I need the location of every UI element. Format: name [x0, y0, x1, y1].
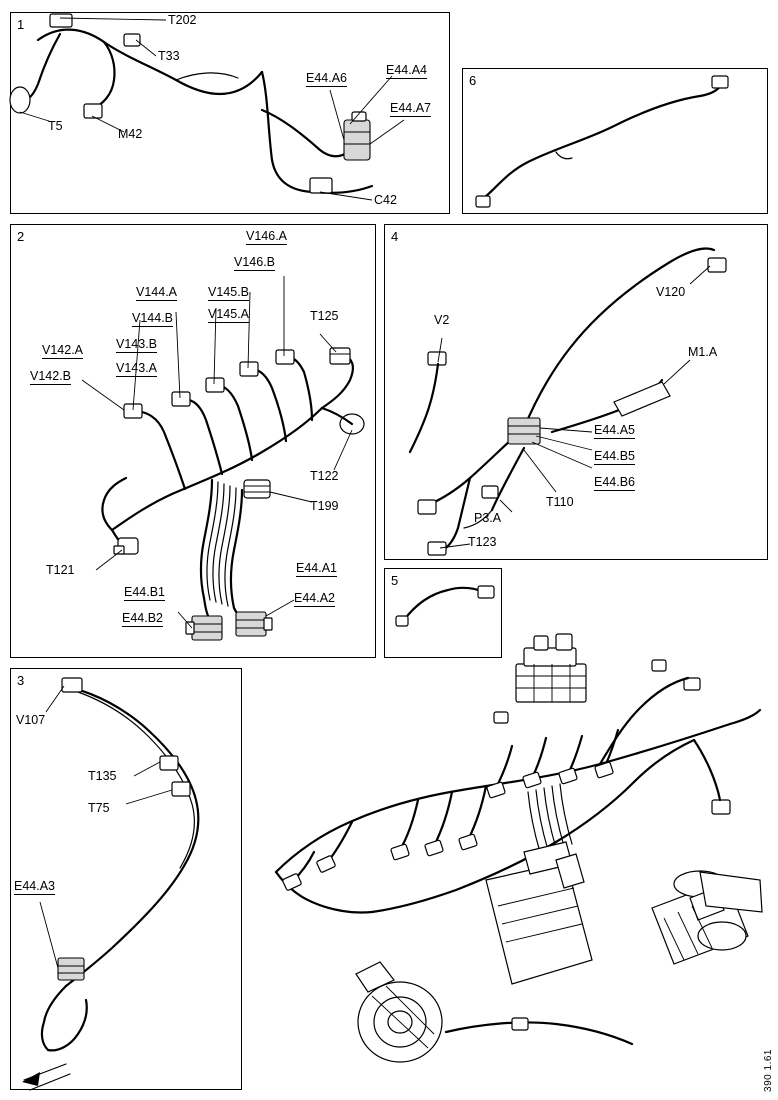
- label-e44a5: E44.A5: [594, 423, 636, 437]
- label-v142b: V142.B: [30, 369, 72, 383]
- label-v143b: V143.B: [116, 337, 158, 351]
- label-v143a: V143.A: [116, 361, 158, 375]
- label-e44a3: E44.A3: [14, 879, 56, 893]
- label-t75: T75: [88, 801, 110, 815]
- label-v144b: V144.B: [132, 311, 174, 325]
- panel-4-number: 4: [391, 229, 399, 244]
- label-t122: T122: [310, 469, 339, 483]
- label-v145b: V145.B: [208, 285, 250, 299]
- figure-code: 390 1.61: [763, 1049, 774, 1092]
- label-e44b2: E44.B2: [122, 611, 164, 625]
- label-t202: T202: [168, 13, 197, 27]
- label-c42: C42: [374, 193, 397, 207]
- panel-1: [10, 12, 450, 214]
- label-t123: T123: [468, 535, 497, 549]
- panel-5-number: 5: [391, 573, 399, 588]
- panel-3-number: 3: [17, 673, 25, 688]
- label-m42: M42: [118, 127, 143, 141]
- label-t33: T33: [158, 49, 180, 63]
- label-t135: T135: [88, 769, 117, 783]
- label-t199: T199: [310, 499, 339, 513]
- engine-assembly: [276, 634, 762, 1062]
- label-t5: T5: [48, 119, 63, 133]
- label-e44a2: E44.A2: [294, 591, 336, 605]
- panel-5: [384, 568, 502, 658]
- label-t110: T110: [546, 495, 574, 509]
- label-e44a7: E44.A7: [390, 101, 432, 115]
- panel-2-number: 2: [17, 229, 25, 244]
- label-v2: V2: [434, 313, 450, 327]
- label-v142a: V142.A: [42, 343, 84, 357]
- label-e44a4: E44.A4: [386, 63, 428, 77]
- label-e44a6: E44.A6: [306, 71, 348, 85]
- panel-6: [462, 68, 768, 214]
- panel-4: [384, 224, 768, 560]
- label-p3a: P3.A: [474, 511, 502, 525]
- label-v120: V120: [656, 285, 686, 299]
- label-t125: T125: [310, 309, 339, 323]
- label-v144a: V144.A: [136, 285, 178, 299]
- label-e44b5: E44.B5: [594, 449, 636, 463]
- label-v146a: V146.A: [246, 229, 288, 243]
- label-v145a: V145.A: [208, 307, 250, 321]
- label-e44b6: E44.B6: [594, 475, 636, 489]
- label-v107: V107: [16, 713, 46, 727]
- label-t121: T121: [46, 563, 75, 577]
- label-m1a: M1.A: [688, 345, 718, 359]
- label-e44b1: E44.B1: [124, 585, 166, 599]
- label-v146b: V146.B: [234, 255, 276, 269]
- label-e44a1: E44.A1: [296, 561, 338, 575]
- panel-1-number: 1: [17, 17, 25, 32]
- panel-6-number: 6: [469, 73, 477, 88]
